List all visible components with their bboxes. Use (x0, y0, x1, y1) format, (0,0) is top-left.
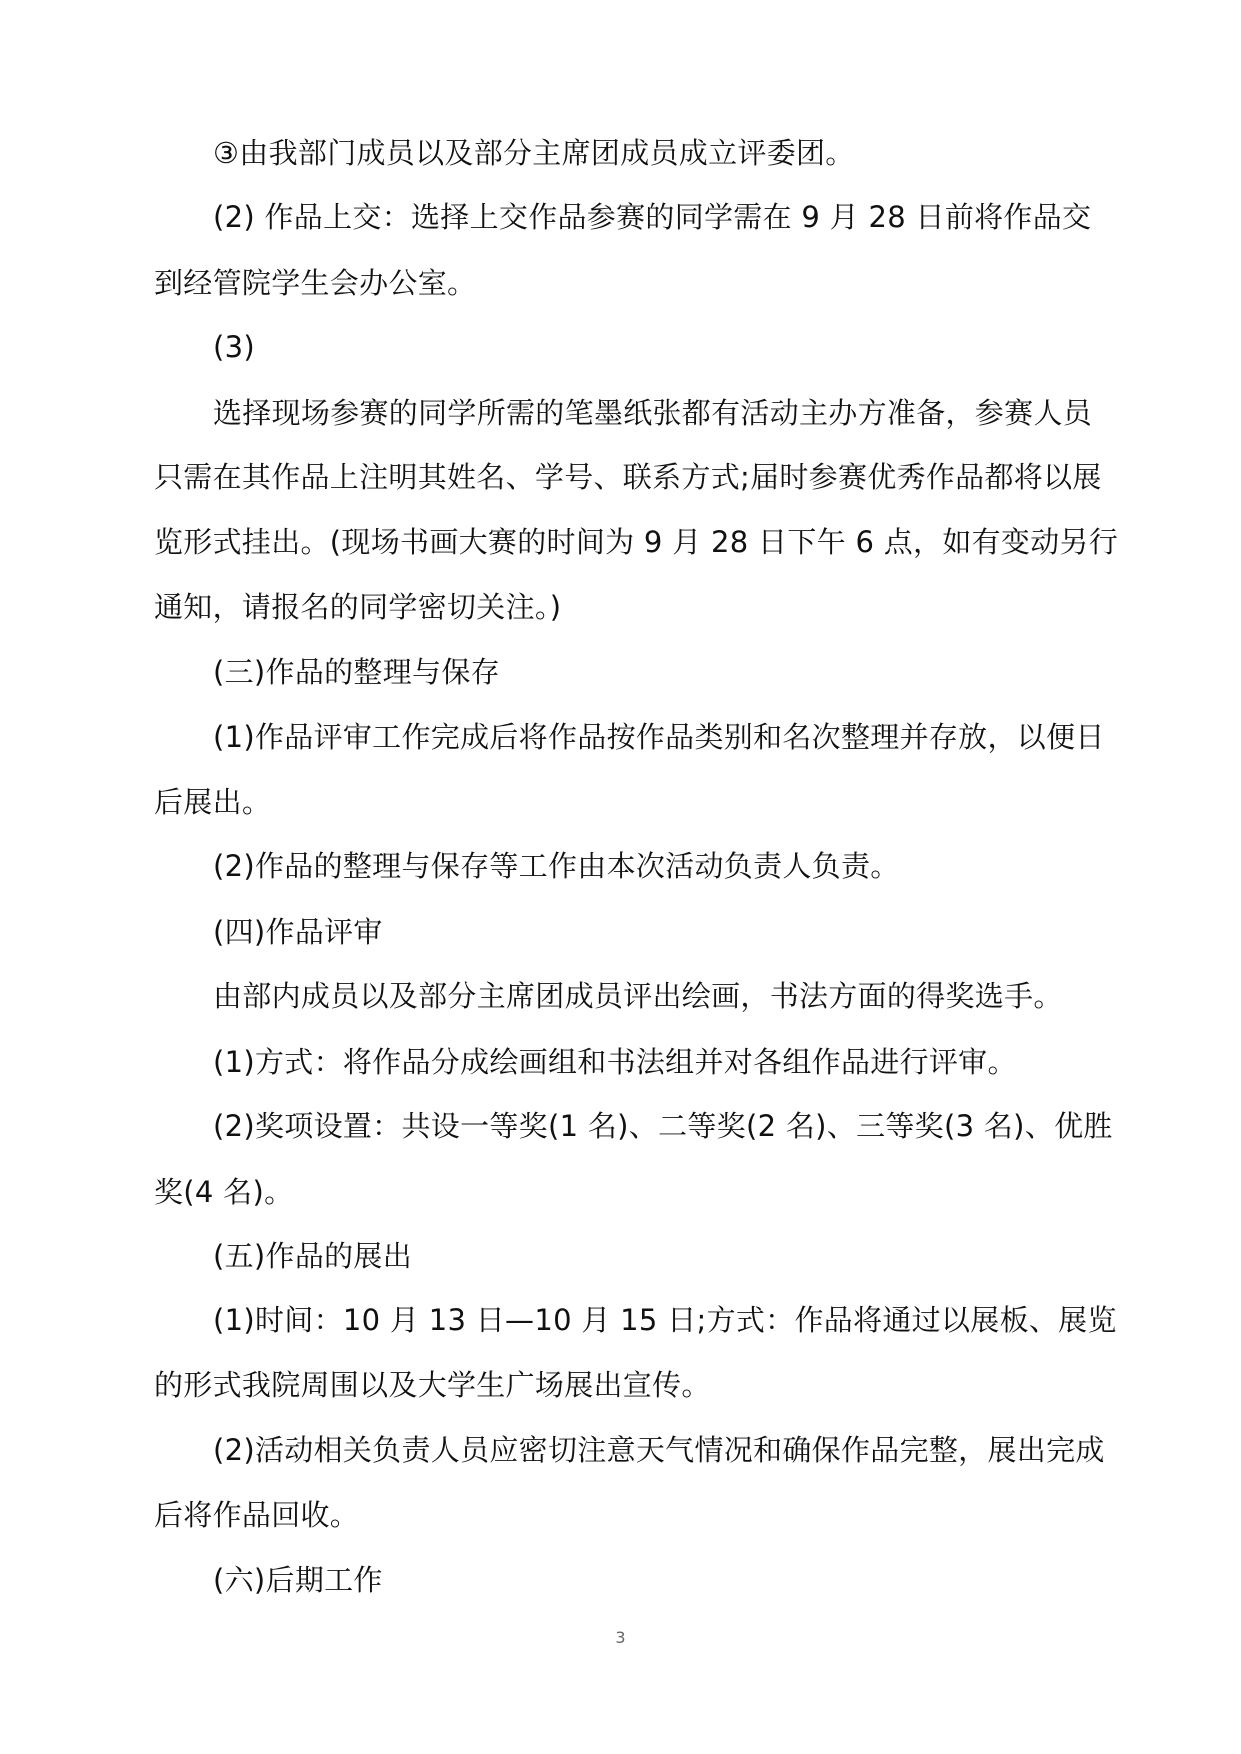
text-line: (1)方式：将作品分成绘画组和书法组并对各组作品进行评审。 (213, 1045, 1017, 1079)
text-line: 后展出。 (154, 785, 272, 819)
text-line: (2)奖项设置：共设一等奖(1 名)、二等奖(2 名)、三等奖(3 名)、优胜 (213, 1109, 1113, 1143)
text-line: 只需在其作品上注明其姓名、学号、联系方式;届时参赛优秀作品都将以展 (154, 460, 1102, 494)
text-line: (1)时间：10 月 13 日—10 月 15 日;方式：作品将通过以展板、展览 (213, 1303, 1117, 1337)
text-line: (3) (213, 330, 255, 364)
text-line: 由部内成员以及部分主席团成员评出绘画，书法方面的得奖选手。 (213, 979, 1063, 1013)
text-line: (1)作品评审工作完成后将作品按作品类别和名次整理并存放，以便日 (213, 720, 1105, 754)
section-heading: (五)作品的展出 (213, 1239, 413, 1273)
section-heading: (六)后期工作 (213, 1563, 383, 1597)
text-line: 通知，请报名的同学密切关注。) (154, 590, 562, 624)
section-heading: (三)作品的整理与保存 (213, 655, 500, 689)
text-line: 奖(4 名)。 (154, 1175, 294, 1209)
page-number: 3 (615, 1628, 626, 1647)
text-line: 后将作品回收。 (154, 1498, 360, 1532)
text-line: 览形式挂出。(现场书画大赛的时间为 9 月 28 日下午 6 点，如有变动另行 (154, 525, 1119, 559)
text-line: 的形式我院周围以及大学生广场展出宣传。 (154, 1368, 711, 1402)
text-line: 选择现场参赛的同学所需的笔墨纸张都有活动主办方准备，参赛人员 (213, 396, 1093, 430)
text-line: 到经管院学生会办公室。 (154, 266, 477, 300)
text-line: (2) 作品上交：选择上交作品参赛的同学需在 9 月 28 日前将作品交 (213, 200, 1092, 234)
text-line: (2)作品的整理与保存等工作由本次活动负责人负责。 (213, 849, 900, 883)
text-line: ③由我部门成员以及部分主席团成员成立评委团。 (213, 136, 855, 170)
text-line: (2)活动相关负责人员应密切注意天气情况和确保作品完整，展出完成 (213, 1433, 1105, 1467)
section-heading: (四)作品评审 (213, 915, 383, 949)
